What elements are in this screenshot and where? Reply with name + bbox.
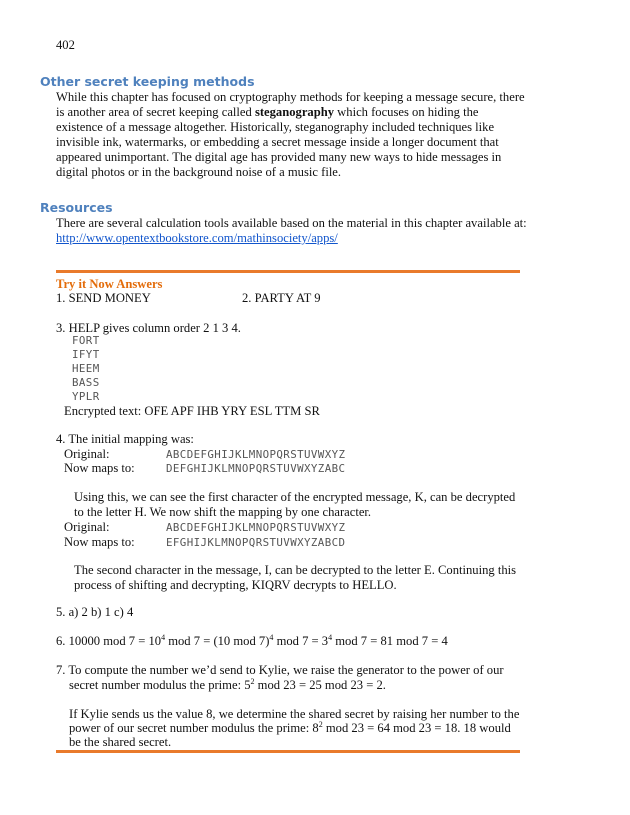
answer-7-line-5: be the shared secret. bbox=[69, 735, 172, 749]
mapping-original-2 bbox=[64, 520, 345, 535]
answers-bottom-rule bbox=[56, 750, 520, 753]
section-heading-resources: Resources bbox=[40, 200, 113, 215]
expr: mod 23 = 25 mod 23 = 2. bbox=[254, 678, 386, 692]
answers-top-rule bbox=[56, 270, 520, 273]
column-grid bbox=[72, 334, 100, 404]
mapping-shift-2 bbox=[64, 535, 345, 550]
shifted-alphabet: EFGHIJKLMNOPQRSTUVWXYZABCD bbox=[166, 536, 346, 549]
para-text: is another area of secret keeping called bbox=[56, 105, 255, 119]
para-text: which focuses on hiding the bbox=[334, 105, 479, 119]
explanation-line: The second character in the message, I, can be decrypted to the letter E. Continuing this bbox=[74, 563, 517, 577]
section-heading-other-methods: Other secret keeping methods bbox=[40, 74, 255, 89]
answer-7-line-1: 7. To compute the number we’d send to Kylie, we raise the generator to the power of our bbox=[56, 663, 504, 677]
grid-row: YPLR bbox=[72, 390, 100, 403]
expr: 6. 10000 mod 7 = 10 bbox=[56, 634, 162, 648]
original-label: Original: bbox=[64, 520, 110, 534]
answer-3: 3. HELP gives column order 2 1 3 4. bbox=[56, 321, 241, 335]
expr: mod 23 = 64 mod 23 = 18. 18 would bbox=[322, 721, 511, 735]
exponent: 4 bbox=[161, 633, 166, 642]
answer-5: 5. a) 2 b) 1 c) 4 bbox=[56, 605, 134, 619]
answer-4: 4. The initial mapping was: bbox=[56, 432, 194, 446]
resources-link[interactable]: http://www.opentextbookstore.com/mathinsociety/apps/ bbox=[56, 231, 338, 245]
exponent: 2 bbox=[318, 720, 323, 729]
para-line: digital photos or in the background noise of a music file. bbox=[56, 165, 342, 179]
steganography-term: steganography bbox=[254, 105, 335, 119]
answer-2: 2. PARTY AT 9 bbox=[242, 291, 321, 305]
answers-title: Try it Now Answers bbox=[56, 277, 163, 291]
explanation-line: Using this, we can see the first character of the encrypted message, K, can be decrypted bbox=[74, 490, 516, 504]
steganography-paragraph bbox=[56, 90, 525, 180]
expr: mod 7 = (10 mod 7) bbox=[165, 634, 270, 648]
mapping-shift-1 bbox=[64, 461, 345, 476]
alphabet: ABCDEFGHIJKLMNOPQRSTUVWXYZ bbox=[166, 448, 346, 461]
page-number: 402 bbox=[56, 38, 75, 52]
expr: mod 7 = 81 mod 7 = 4 bbox=[332, 634, 448, 648]
shifted-alphabet: DEFGHIJKLMNOPQRSTUVWXYZABC bbox=[166, 462, 346, 475]
para-line: existence of a message altogether. Historically, steganography included techniques like bbox=[56, 120, 495, 134]
expr: power of our secret number modulus the prime: 8 bbox=[69, 721, 319, 735]
mapping-original-1 bbox=[64, 447, 345, 462]
exponent: 4 bbox=[328, 633, 333, 642]
resources-text: There are several calculation tools available based on the material in this chapter available at: bbox=[56, 216, 527, 230]
explanation-1 bbox=[74, 490, 515, 520]
grid-row: FORT bbox=[72, 334, 100, 347]
answer-1: 1. SEND MONEY bbox=[56, 291, 151, 305]
alphabet: ABCDEFGHIJKLMNOPQRSTUVWXYZ bbox=[166, 521, 346, 534]
grid-row: IFYT bbox=[72, 348, 100, 361]
exponent: 2 bbox=[250, 677, 255, 686]
explanation-line: process of shifting and decrypting, KIQRV decrypts to HELLO. bbox=[74, 578, 397, 592]
expr: mod 7 = 3 bbox=[273, 634, 329, 648]
grid-row: HEEM bbox=[72, 362, 100, 375]
answer-7-line-3: If Kylie sends us the value 8, we determine the shared secret by raising her number to the bbox=[69, 707, 520, 721]
answer-7-line-4 bbox=[69, 721, 511, 736]
answer-6 bbox=[56, 634, 448, 649]
para-line: appeared unimportant. The digital age has provided many new ways to hide messages in bbox=[56, 150, 502, 164]
explanation-2 bbox=[74, 563, 516, 593]
expr: secret number modulus the prime: 5 bbox=[69, 678, 251, 692]
grid-row: BASS bbox=[72, 376, 100, 389]
para-line: invisible ink, watermarks, or embedding a secret message inside a longer document that bbox=[56, 135, 499, 149]
answer-7-line-2 bbox=[69, 678, 386, 693]
exponent: 4 bbox=[269, 633, 274, 642]
maps-label: Now maps to: bbox=[64, 461, 135, 475]
para-line bbox=[56, 105, 525, 120]
encrypted-text: Encrypted text: OFE APF IHB YRY ESL TTM SR bbox=[64, 404, 320, 418]
para-line: While this chapter has focused on cryptography methods for keeping a message secure, there bbox=[56, 90, 525, 104]
original-label: Original: bbox=[64, 447, 110, 461]
explanation-line: to the letter H. We now shift the mapping by one character. bbox=[74, 505, 372, 519]
maps-label: Now maps to: bbox=[64, 535, 135, 549]
